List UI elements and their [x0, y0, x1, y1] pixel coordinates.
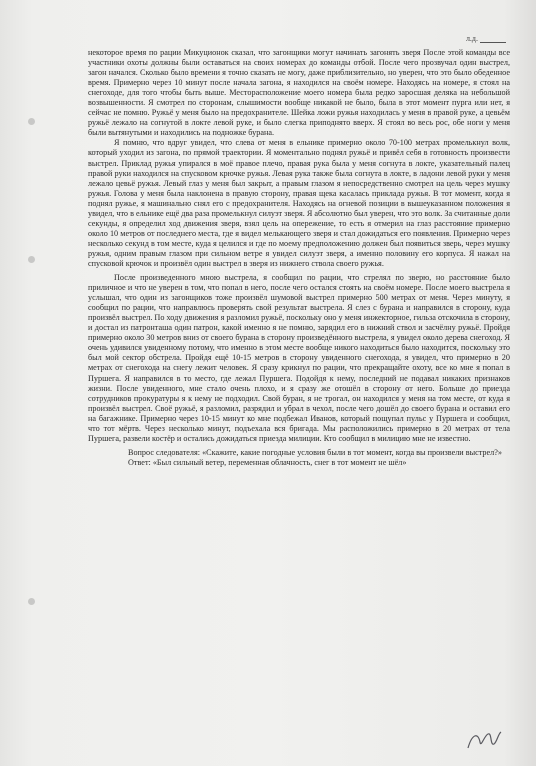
answer: Ответ: «Был сильный ветер, переменная облачность, снег в тот момент не шёл»: [128, 457, 407, 467]
paragraph: Я помню, что вдруг увидел, что слева от меня в ельнике примерно около 70-100 метрах промелькнул волк, который уходил из загона, по прямой траектории. Я моментально поднял ружьё и привёл себя в готовность произвести выстрел. Приклад ружья упирался в моё правое плечо, правая рука была у меня согнута в локте, указательный палец правой руки находился на спусковом крючке ружья. Левая рука также была согнута в локте, в ладони левой руки у меня лежало цевьё ружья. Левый глаз у меня был закрыт, а правым глазом я непосредственно смотрел на цель через мушку ружья. Голова у меня была наклонена в правую сторону, правая щека касалась приклада ружья. В тот момент, когда я поднял ружье, я машинально снял его с предохранителя. Находясь на огневой позиции в вышеуказанном положения я увидел, что в ельнике ещё два раза промелькнул силуэт зверя. Я абсолютно был уверен, что это волк. За считанные доли секунды, я определил ход движения зверя, взял цель на опережение, то есть я отмерил на глаз расстояние примерно около 10 метров от последнего места, где я видел мелькающего зверя и стал дожидаться его появления. Примерно через несколько секунд в том месте, куда я целился и где по моему предположению должен был появиться зверь, через мушку ружья, одним правым глазом при сильном ветре я увидел силуэт зверя, а именно половину его корпуса. Я нажал на спусковой крючок и произвёл один выстрел в зверя из нижнего ствола своего ружья.: [88, 138, 510, 268]
paragraph: некоторое время по рации Микуционок сказал, что загонщики могут начинать загонять зверя После этой команды все участники охоты должны были оставаться на своих номерах до команды отбой. После чего прозвучал один выстрел, загон начался. Сколько было времени я точно сказать не могу, даже приблизительно, но уверен, что это было обеденное время. Примерно через 10 минут после начала загона, я находился на своём номере. Находясь на номере, я стоял на снегоходе, для того чтобы быть выше. Месторасположение моего номера была редко заросшая деляка на небольшой возвышенности. Я смотрел по сторонам, слышимости вообще никакой не было, была в этот момент пурга или нет, я сейчас не помню. Ружьё у меня было на предохранителе. Шейка ложи ружья находилась у меня в правой руке, а цевьём ружьё лежало на согнутой в локте левой руке, и было слегка приподнято вверх. Я стоял во весь рос, обе ноги у меня были вытянутыми и находились на подножке бурана.: [88, 48, 510, 138]
punch-hole: [28, 598, 35, 605]
page-number-blank: [480, 34, 506, 43]
case-label: л.д.: [465, 34, 478, 43]
punch-hole: [28, 256, 35, 263]
question-answer: [88, 448, 510, 468]
binding-holes: [18, 0, 58, 766]
testimony-text: [88, 48, 510, 468]
signature-mark: [464, 728, 504, 754]
punch-hole: [28, 118, 35, 125]
case-page-number: [466, 34, 506, 43]
paragraph: После произведенного мною выстрела, я сообщил по рации, что стрелял по зверю, но расстояние было приличное и что не уверен в том, что попал в него, после чего остался стоять на своём номере. После моего выстрела я услышал, что один из загонщиков тоже произвёл шумовой выстрел примерно 500 метрах от меня. Через минуту, я сообщил по рации, что направлюсь проверять свой результат выстрела. Я слез с бурана и направился в сторону, куда произвёл выстрел. По ходу движения я разломил ружьё, поскольку оно у меня инжекторное, гильза отскочила в сторону, и достал из патронташа один патрон, какой именно я не помню, зарядил его в нижний ствол и засчёлну ружьё. Пройдя примерно около 30 метров вниз от своего бурана в сторону произведённого выстрела, я увидел около дерева снегоход. Я очень удивился увиденному потому, что именно в этом месте вообще никого находиться было находится, поскольку это был мой сектор обстрела. Пройдя ещё 10-15 метров в сторону увиденного снегохода, я увидел, что примерно в 20 метрах от снегохода на снегу лежит человек. Я сразу крикнул по рации, что прекращайте охоту, все ко мне я попал в Пуршега. Я направился в то место, где лежал Пуршега. Подойдя к нему, последний не подавал никаких признаков жизни. После увиденного, мне стало очень плохо, и я сразу же отошёл в сторону от него. Больше до приезда сотрудников прокуратуры я к нему не подходил. Свой буран, я не трогал, он находился у меня на том месте, от куда я произвёл выстрел. Своё ружьё, я разломил, разрядил и убрал в чехол, после чего дошёл до своего бурана и оставил его на багажнике. Примерно через 10-15 минут ко мне подбежал Иванов, который пощупал пульс у Пуршега и сообщил, что тот мёртв. Через несколько минут, подъехала вся бригада. Мы расположились примерно в 20 метрах от тела Пуршега, развели костёр и остались дожидаться приезда милиции. Кто сообщил в милицию мне не известно.: [88, 273, 510, 443]
investigator-question: Вопрос следователя: «Скажите, какие погодные условия были в тот момент, когда вы произвели выстрел?»: [128, 447, 502, 457]
